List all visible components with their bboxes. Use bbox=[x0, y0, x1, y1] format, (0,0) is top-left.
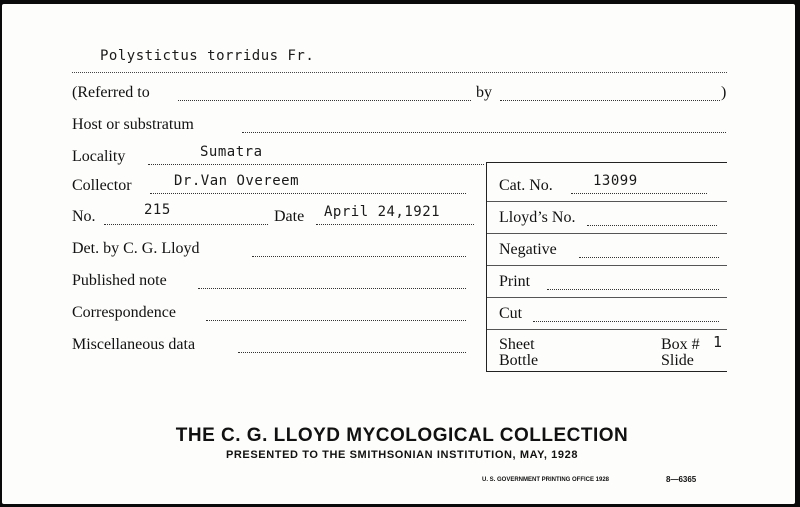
specimen-card bbox=[2, 4, 795, 504]
form-number: 8—6365 bbox=[666, 475, 697, 484]
print-label: Print bbox=[499, 273, 531, 290]
misc-label: Miscellaneous data bbox=[72, 336, 196, 353]
top-rule bbox=[72, 72, 727, 73]
collector-line bbox=[150, 193, 466, 194]
collector-label: Collector bbox=[72, 177, 132, 194]
lloyds-label: Lloyd’s No. bbox=[499, 209, 576, 226]
number-label: No. bbox=[72, 208, 96, 225]
box-number-label: Box # bbox=[661, 336, 700, 353]
box-divider bbox=[487, 297, 727, 298]
number-value: 215 bbox=[144, 202, 171, 218]
collection-title: THE C. G. LLOYD MYCOLOGICAL COLLECTION bbox=[175, 425, 629, 446]
det-line bbox=[252, 256, 466, 257]
print-line bbox=[547, 289, 719, 290]
box-number-value: 1 bbox=[713, 333, 723, 351]
referred-to-line bbox=[178, 100, 471, 101]
by-line bbox=[500, 100, 720, 101]
locality-line bbox=[148, 164, 484, 165]
referred-to-label: (Referred to bbox=[72, 84, 150, 101]
host-label: Host or substratum bbox=[72, 116, 194, 133]
collection-subtitle: PRESENTED TO THE SMITHSONIAN INSTITUTION, MAY, 1928 bbox=[225, 449, 579, 461]
by-label: by bbox=[476, 84, 492, 101]
cut-line bbox=[533, 321, 719, 322]
cat-label: Cat. No. bbox=[499, 177, 553, 194]
printer-imprint: U. S. GOVERNMENT PRINTING OFFICE 1928 bbox=[482, 477, 610, 483]
negative-line bbox=[579, 257, 719, 258]
cat-value: 13099 bbox=[593, 173, 638, 189]
close-paren: ) bbox=[721, 84, 727, 101]
host-line bbox=[242, 132, 726, 133]
cat-line bbox=[571, 193, 707, 194]
lloyds-line bbox=[587, 225, 717, 226]
box-divider bbox=[487, 233, 727, 234]
box-divider bbox=[487, 265, 727, 266]
det-label: Det. by C. G. Lloyd bbox=[72, 240, 200, 257]
collector-value: Dr.Van Overeem bbox=[174, 173, 300, 189]
slide-label: Slide bbox=[661, 352, 694, 369]
bottle-label: Bottle bbox=[499, 352, 539, 369]
box-divider bbox=[487, 329, 727, 330]
published-label: Published note bbox=[72, 272, 167, 289]
published-line bbox=[198, 288, 466, 289]
box-divider bbox=[487, 201, 727, 202]
species-name: Polystictus torridus Fr. bbox=[100, 48, 315, 64]
date-label: Date bbox=[274, 208, 305, 225]
catalog-box bbox=[486, 162, 727, 372]
locality-value: Sumatra bbox=[200, 144, 263, 160]
negative-label: Negative bbox=[499, 241, 557, 258]
correspondence-line bbox=[206, 320, 466, 321]
sheet-label: Sheet bbox=[499, 336, 535, 353]
locality-label: Locality bbox=[72, 148, 126, 165]
correspondence-label: Correspondence bbox=[72, 304, 176, 321]
misc-line bbox=[238, 352, 466, 353]
date-value: April 24,1921 bbox=[324, 204, 441, 220]
cut-label: Cut bbox=[499, 305, 523, 322]
number-line bbox=[104, 224, 268, 225]
date-line bbox=[316, 224, 474, 225]
